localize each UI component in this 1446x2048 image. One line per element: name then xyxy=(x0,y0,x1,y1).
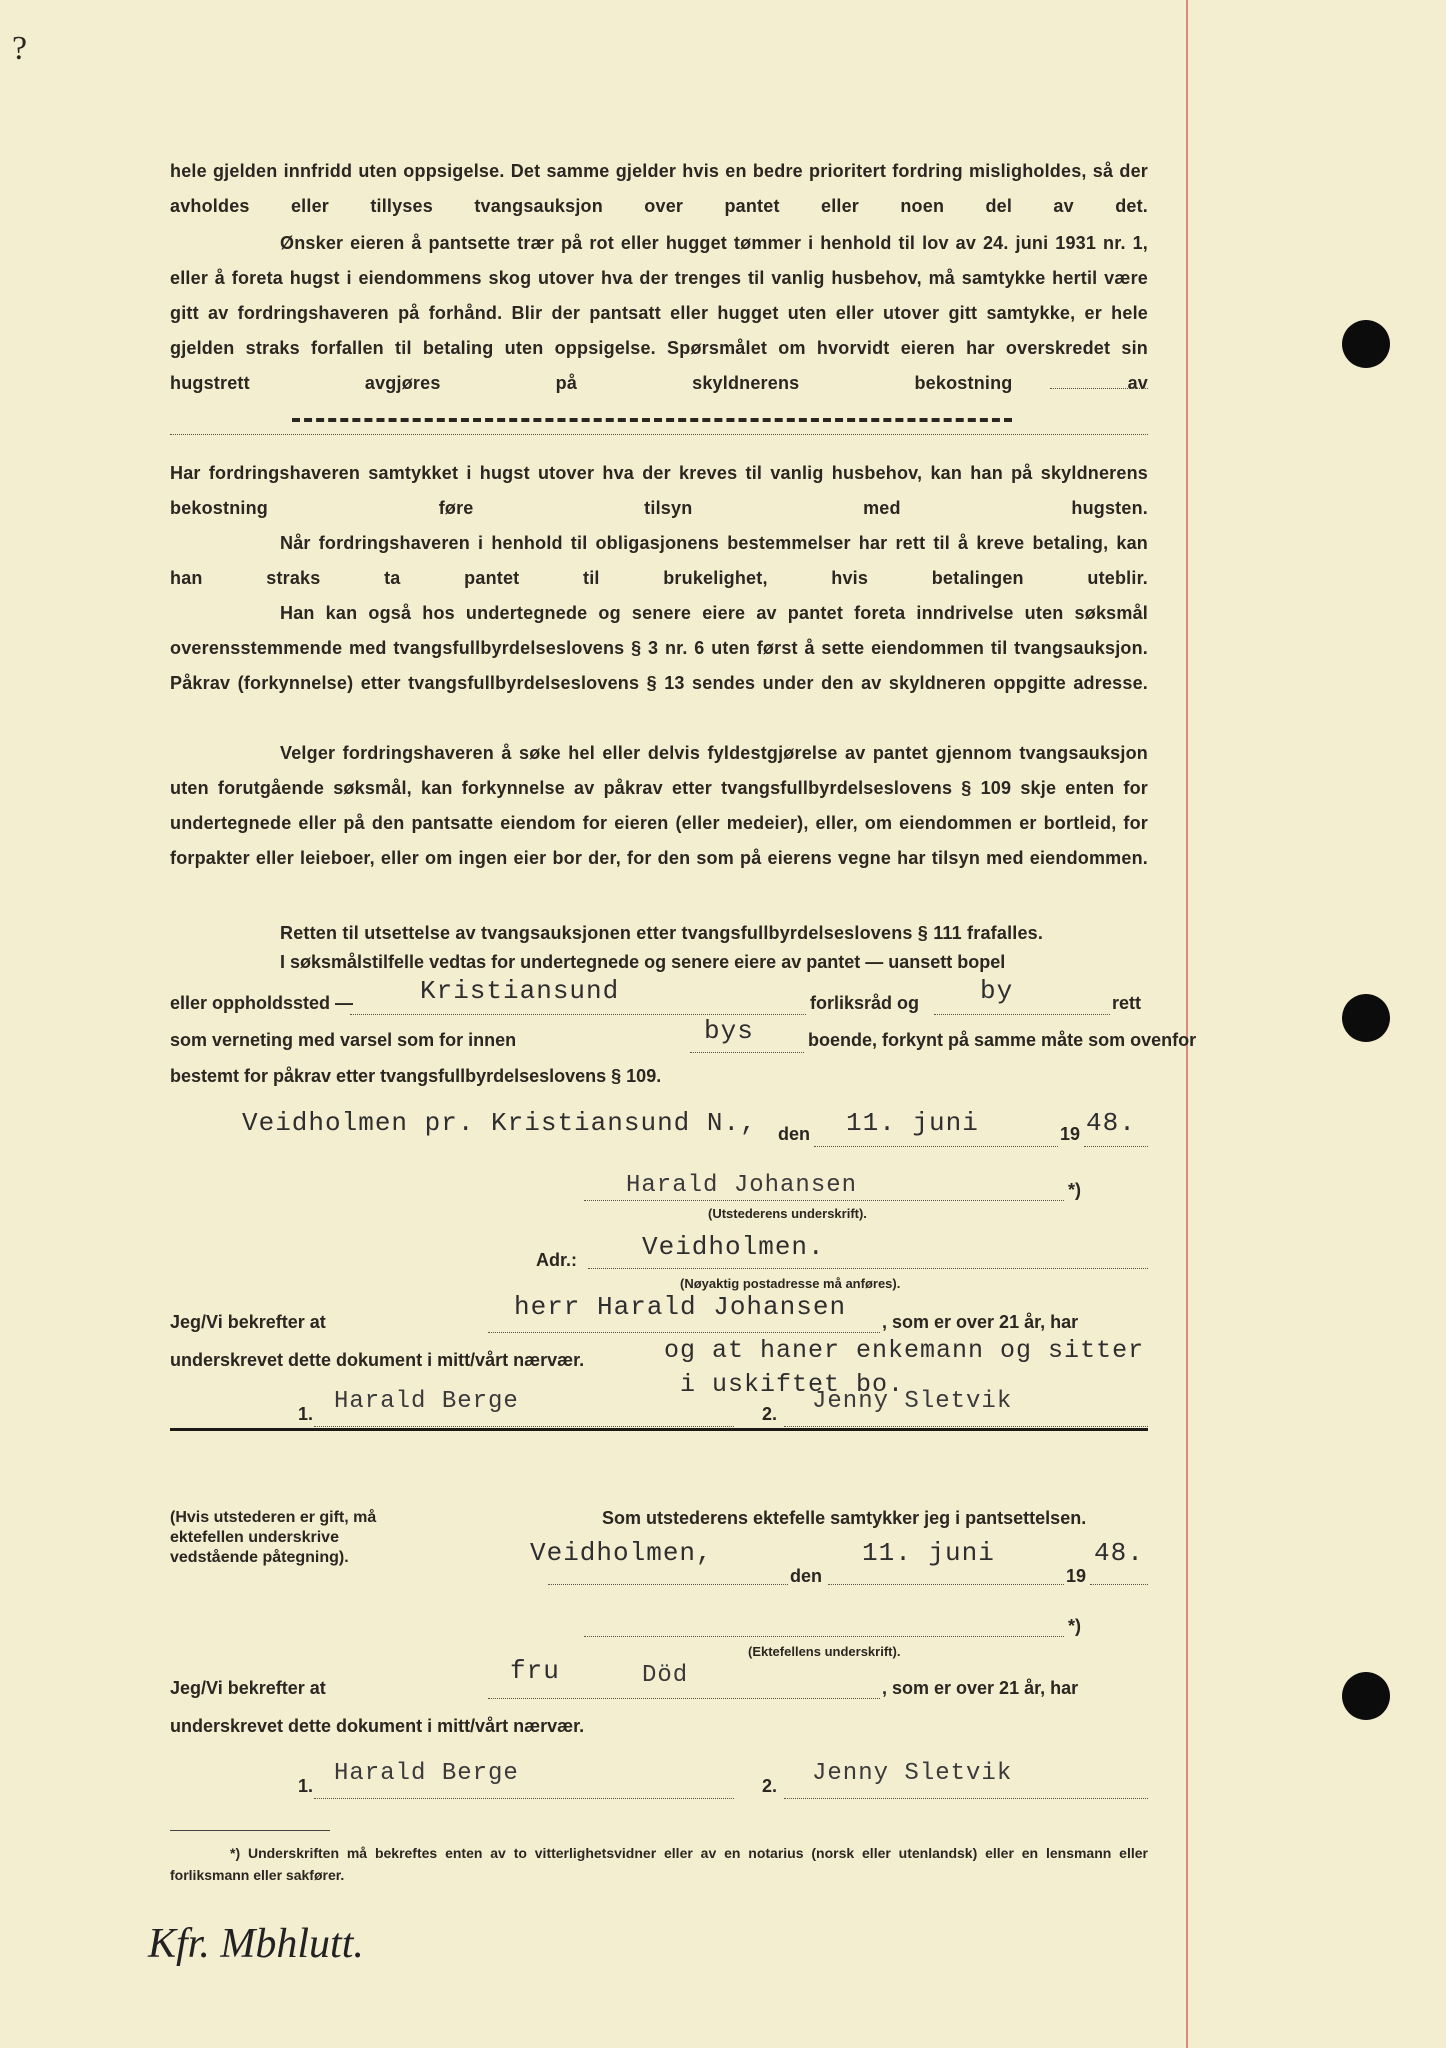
year-filled: 48. xyxy=(1086,1108,1136,1138)
fill-line-spouse-date xyxy=(828,1584,1064,1585)
remark-line-1: og at haner enkemann og sitter xyxy=(664,1336,1145,1365)
witness-1: Harald Berge xyxy=(334,1388,519,1415)
over21-label: , som er over 21 år, har xyxy=(882,1312,1079,1332)
spouse-year-prefix: 19 xyxy=(1066,1566,1087,1586)
witness-line-2 xyxy=(784,1426,1148,1427)
filled-innen: bys xyxy=(704,1016,754,1046)
year-prefix: 19 xyxy=(1060,1124,1081,1144)
footnote-rule xyxy=(170,1830,330,1831)
bekrefter-label: Jeg/Vi bekrefter at xyxy=(170,1312,326,1332)
margin-mark: ? xyxy=(12,30,28,67)
den-label: den xyxy=(778,1124,811,1144)
spouse-place: Veidholmen, xyxy=(530,1538,713,1568)
spouse-witness-line-1 xyxy=(314,1798,734,1799)
dotted-rule xyxy=(170,434,1148,435)
paragraph-default: hele gjelden innfridd uten oppsigelse. Det samme gjelder hvis en bedre prioritert fordring misligholdes, så der avholdes eller tillyses tvangsauksjon over pantet eller noen del av det. xyxy=(170,161,1148,216)
paragraph-tvangsauksjon: Velger fordringshaveren å søke hel eller delvis fyldestgjørelse av pantet gjennom tvangsauksjon uten forutgående søksmål, kan forkynnelse av påkrav etter tvangsfullbyrdelseslovens § 109 skje enten for undertegnede eller på den pantsatte eiendom for eieren (eller medeier), eller, om eiendommen er bortleid, for forpakter eller leieboer, eller om ingen eier bor der, for den som på eierens vegne har tilsyn med eiendommen. xyxy=(170,743,1148,868)
fill-line-spouse-certify xyxy=(488,1698,880,1699)
verneting-label-d: rett xyxy=(1112,993,1142,1013)
date-filled: 11. juni xyxy=(846,1108,979,1138)
witness-2: Jenny Sletvik xyxy=(812,1388,1013,1415)
punch-hole xyxy=(1342,320,1390,368)
spouse-signature-line xyxy=(584,1636,1064,1637)
paragraph-utsettelse: Retten til utsettelse av tvangsauksjonen etter tvangsfullbyrdelseslovens § 111 frafalles. xyxy=(280,923,1044,943)
footnote: *) Underskriften må bekreftes enten av to vitterlighetsvidner eller av en notarius (norsk eller utenlandsk) eller en lensmann eller forliksmann eller sakfører. xyxy=(170,1845,1148,1883)
verneting-label-b: eller oppholdssted — xyxy=(170,993,354,1013)
paragraph-inndrivelse: Han kan også hos undertegnede og senere eiere av pantet foreta inndrivelse uten søksmål overensstemmende med tvangsfullbyrdelseslovens § 3 nr. 6 uten først å sette eiendommen til tvangsauksjon. Påkrav (forkynnelse) etter tvangsfullbyrdelseslovens § 13 sendes under den av skyldneren oppgitte adresse. xyxy=(170,603,1148,693)
spouse-year: 48. xyxy=(1094,1538,1144,1568)
fill-line-hugst xyxy=(1050,388,1148,389)
place-date: Veidholmen pr. Kristiansund N., xyxy=(242,1108,757,1138)
spouse-name: Död xyxy=(642,1662,689,1689)
spouse-underskrevet-label: underskrevet dette dokument i mitt/vårt nærvær. xyxy=(170,1716,585,1736)
samtykker-text: Som utstederens ektefelle samtykker jeg i pantsettelsen. xyxy=(602,1508,1087,1528)
postadresse-caption: (Nøyaktig postadresse må anføres). xyxy=(680,1276,901,1291)
verneting-label-g: bestemt for påkrav etter tvangsfullbyrdelseslovens § 109. xyxy=(170,1066,662,1086)
section-divider xyxy=(170,1428,1148,1431)
punch-hole xyxy=(1342,1672,1390,1720)
paragraph-tilsyn: Har fordringshaveren samtykket i hugst utover hva der kreves til vanlig husbehov, kan han på skyldnerens bekostning føre tilsyn med hugsten. xyxy=(170,463,1148,518)
filled-rett-type: by xyxy=(980,976,1014,1006)
handwritten-note: Kfr. Mbhlutt. xyxy=(148,1921,364,1967)
fill-line-address xyxy=(588,1268,1148,1269)
spouse-witness-number-1: 1. xyxy=(298,1776,314,1796)
paragraph-hugst: Ønsker eieren å pantsette trær på rot eller hugget tømmer i henhold til lov av 24. juni 1931 nr. 1, eller å foreta hugst i eiendommens skog utover hva der trenges til vanlig husbehov, må samtykke hertil være gitt av fordringshaveren på forhånd. Blir der pantsatt eller hugget uten eller utover gitt samtykke, er hele gjelden straks forfallen til betaling uten oppsigelse. Spørsmålet om hvorvidt eieren har overskredet sin hugstrett avgjøres på skyldnerens bekostning av xyxy=(170,233,1148,393)
signer-signature: Harald Johansen xyxy=(626,1172,858,1199)
paragraph-brukelighet: Når fordringshaveren i henhold til obligasjonens bestemmelser har rett til å kreve betaling, kan han straks ta pantet til brukelighet, hvis betalingen uteblir. xyxy=(170,533,1148,588)
signature-mark: *) xyxy=(1068,1180,1081,1200)
verneting-line-1: I søksmålstilfelle vedtas for undertegnede og senere eiere av pantet — uansett bopel xyxy=(280,952,1006,972)
underskrevet-label: underskrevet dette dokument i mitt/vårt nærvær. xyxy=(170,1350,585,1370)
witness-number-2: 2. xyxy=(762,1404,778,1424)
margin-line xyxy=(1186,0,1188,2048)
witness-line-1 xyxy=(314,1426,734,1427)
fill-line-year xyxy=(1084,1146,1148,1147)
spouse-prefix: fru xyxy=(510,1656,560,1686)
spouse-date: 11. juni xyxy=(862,1538,995,1568)
spouse-signature-mark: *) xyxy=(1068,1616,1081,1636)
spouse-witness-number-2: 2. xyxy=(762,1776,778,1796)
remark-line-2: i uskiftet bo. xyxy=(680,1370,905,1399)
punch-hole xyxy=(1342,994,1390,1042)
fill-line-date xyxy=(814,1146,1058,1147)
fill-line-forliksrad xyxy=(350,1014,806,1015)
signature-line xyxy=(584,1200,1064,1201)
spouse-witness-1: Harald Berge xyxy=(334,1760,519,1787)
gift-note: (Hvis utstederen er gift, må ektefellen underskrive vedstående påtegning). xyxy=(170,1509,377,1566)
dashed-rule xyxy=(292,418,1012,422)
witness-number-1: 1. xyxy=(298,1404,314,1424)
verneting-label-c: forliksråd og xyxy=(810,993,920,1013)
spouse-over21-label: , som er over 21 år, har xyxy=(882,1678,1079,1698)
filled-forliksrad-place: Kristiansund xyxy=(420,976,620,1006)
address-filled: Veidholmen. xyxy=(642,1232,825,1262)
verneting-label-e: som verneting med varsel som for innen xyxy=(170,1030,517,1050)
fill-line-certify xyxy=(488,1332,880,1333)
utsteder-caption: (Utstederens underskrift). xyxy=(708,1206,867,1221)
fill-line-rett xyxy=(934,1014,1110,1015)
spouse-den-label: den xyxy=(790,1566,823,1586)
adr-label: Adr.: xyxy=(536,1250,578,1270)
fill-line-innen xyxy=(690,1052,804,1053)
ektefelle-caption: (Ektefellens underskrift). xyxy=(748,1644,901,1659)
spouse-bekrefter-label: Jeg/Vi bekrefter at xyxy=(170,1678,326,1698)
fill-line-spouse-place xyxy=(548,1584,788,1585)
fill-line-spouse-year xyxy=(1090,1584,1148,1585)
certify-name: herr Harald Johansen xyxy=(514,1292,847,1322)
spouse-witness-line-2 xyxy=(784,1798,1148,1799)
verneting-label-f: boende, forkynt på samme måte som ovenfor xyxy=(808,1030,1197,1050)
spouse-witness-2: Jenny Sletvik xyxy=(812,1760,1013,1787)
